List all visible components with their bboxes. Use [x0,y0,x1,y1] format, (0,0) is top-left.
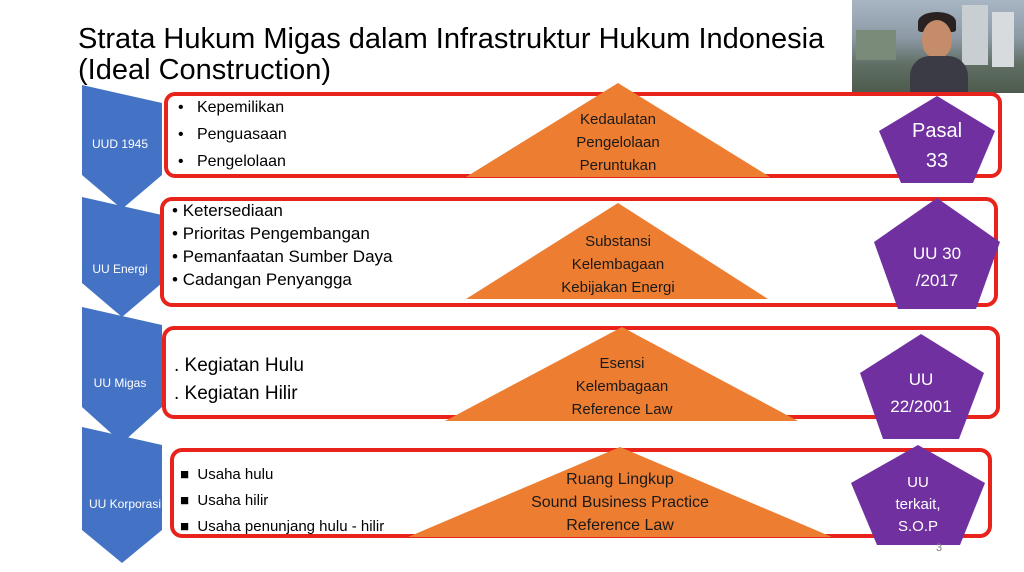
list-item-text: Pemanfaatan Sumber Daya [182,247,393,266]
list-item: ■ Usaha penunjang hulu - hilir [180,518,385,535]
list-item-text: Pengelolaan [196,153,286,170]
list-item: . Kegiatan Hilir [174,383,298,404]
list-item: ■ Usaha hulu [180,466,274,483]
list-item: • Pengelolaan [178,153,286,170]
pentagon-text-uu-migas: UU 22/2001 [890,370,952,416]
level-label-uud-1945: UUD 1945 [91,137,149,151]
chevron-uu-energi [82,197,162,317]
list-item-text: Ketersediaan [182,201,283,220]
slide-title: Strata Hukum Migas dalam Infrastruktur Hukum Indonesia (Ideal Construction) [78,23,825,86]
page-number: 3 [936,542,943,554]
list-item-text: Penguasaan [196,126,287,143]
bullet-list-uu-migas [174,352,304,408]
list-item: • Prioritas Pengembangan [172,224,370,243]
list-item: ■ Usaha hilir [180,492,269,509]
triangle-text-uu-energi: Substansi Kelembagaan Kebijakan Energi [561,233,675,296]
list-item: • Penguasaan [178,126,287,143]
list-item: • Cadangan Penyangga [172,270,352,289]
pentagon-text-uud-1945: Pasal 33 [911,120,963,172]
bullet-list-uu-korporasi [180,462,384,540]
bullet-list-uu-energi [172,199,392,291]
pentagon-text-uu-energi: UU 30 /2017 [912,244,962,290]
triangle-text-uu-migas: Esensi Kelembagaan Reference Law [571,355,673,418]
triangle-text-uu-korporasi: Ruang Lingkup Sound Business Practice Reference Law [531,471,709,534]
list-item-text: Usaha penunjang hulu - hilir [197,518,385,535]
list-item-text: Prioritas Pengembangan [182,224,370,243]
list-item-text: Kepemilikan [196,99,285,116]
level-label-uu-migas: UU Migas [93,376,147,390]
list-item: • Ketersediaan [172,201,283,220]
bullet-list-uud-1945 [178,94,287,175]
list-item: • Kepemilikan [178,99,285,116]
pentagon-text-uu-korporasi: UU terkait, S.O.P [895,474,941,535]
list-item-text: Cadangan Penyangga [182,270,352,289]
list-item: • Pemanfaatan Sumber Daya [172,247,393,266]
chevron-uu-korporasi [82,427,162,563]
triangle-text-uud-1945: Kedaulatan Pengelolaan Peruntukan [576,111,660,174]
list-item-text: Usaha hulu [197,466,274,483]
list-item: . Kegiatan Hulu [174,355,304,376]
list-item-text: Usaha hilir [197,492,269,509]
level-label-uu-korporasi: UU Korporasi [88,497,162,511]
level-label-uu-energi: UU Energi [92,262,148,276]
chevron-uu-migas [82,307,162,443]
